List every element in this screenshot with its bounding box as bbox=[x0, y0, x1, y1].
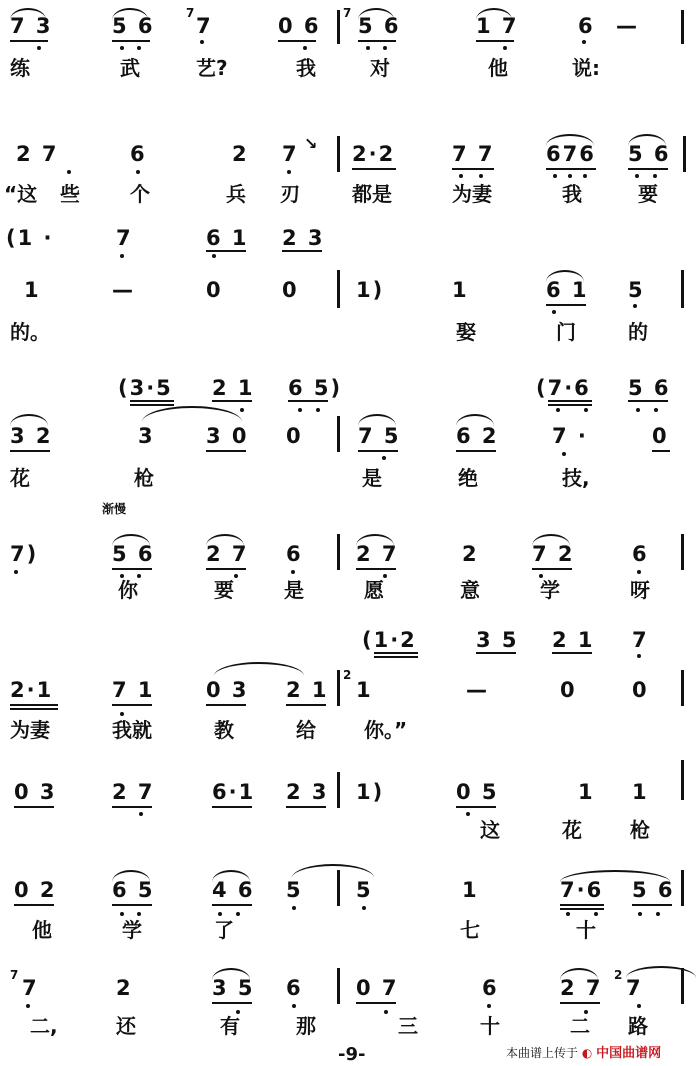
slur bbox=[142, 406, 242, 422]
note: 2 7 bbox=[560, 976, 603, 1000]
barline bbox=[337, 10, 340, 44]
beam bbox=[212, 1002, 252, 1004]
note: (1·2 bbox=[362, 628, 417, 652]
note: 1 bbox=[632, 780, 649, 804]
lyric: 艺? bbox=[196, 56, 228, 80]
lyric: 是 bbox=[284, 578, 304, 602]
slur bbox=[628, 134, 666, 146]
lyric: 了 bbox=[214, 918, 234, 942]
beam bbox=[356, 1002, 396, 1004]
dot bbox=[635, 174, 639, 178]
slur bbox=[560, 870, 670, 882]
dot bbox=[218, 912, 222, 916]
dot bbox=[653, 174, 657, 178]
dot bbox=[503, 46, 507, 50]
note: 5 6 bbox=[632, 878, 675, 902]
dot bbox=[382, 456, 386, 460]
slur bbox=[112, 870, 150, 882]
note: — bbox=[112, 278, 135, 302]
note: 2 1 bbox=[552, 628, 595, 652]
note: 2 bbox=[462, 542, 479, 566]
note: — bbox=[616, 14, 639, 38]
note: 5 6 bbox=[112, 14, 155, 38]
lyric: “这 bbox=[4, 182, 38, 206]
grace-note: 2 bbox=[343, 668, 352, 682]
slur bbox=[112, 8, 148, 20]
dot bbox=[316, 408, 320, 412]
note: 0 7 bbox=[356, 976, 399, 1000]
beam bbox=[374, 656, 418, 658]
barline bbox=[337, 270, 340, 308]
note: 3 5 bbox=[212, 976, 255, 1000]
note: 7 bbox=[196, 14, 213, 38]
note: 1) bbox=[356, 780, 385, 804]
note: 676 bbox=[546, 142, 596, 166]
note: 2 bbox=[232, 142, 249, 166]
lyric: 个 bbox=[130, 182, 150, 206]
lyric: 还 bbox=[116, 1014, 136, 1038]
dot bbox=[292, 906, 296, 910]
lyric: 兵 bbox=[226, 182, 246, 206]
dot bbox=[120, 46, 124, 50]
beam bbox=[10, 708, 58, 710]
note: 1 bbox=[578, 780, 595, 804]
lyric: 路 bbox=[628, 1014, 648, 1038]
note: 3 bbox=[138, 424, 155, 448]
barline bbox=[337, 968, 340, 1004]
note: 0 bbox=[560, 678, 577, 702]
slur bbox=[358, 8, 394, 20]
note: 4 6 bbox=[212, 878, 255, 902]
lyric: 给 bbox=[296, 718, 316, 742]
note: 7 bbox=[282, 142, 299, 166]
beam bbox=[560, 1002, 600, 1004]
slur bbox=[10, 414, 48, 426]
note: 1 bbox=[452, 278, 469, 302]
lyric: 要 bbox=[638, 182, 658, 206]
note: 7 bbox=[116, 226, 133, 250]
grace-note: 2 bbox=[614, 968, 623, 982]
dot bbox=[459, 174, 463, 178]
note: 6 bbox=[130, 142, 147, 166]
beam bbox=[352, 168, 396, 170]
barline bbox=[681, 270, 684, 308]
dot bbox=[654, 408, 658, 412]
dot bbox=[636, 408, 640, 412]
beam bbox=[552, 652, 592, 654]
note: 6·1 bbox=[212, 780, 256, 804]
dot bbox=[136, 170, 140, 174]
note: 5 6 bbox=[112, 542, 155, 566]
note: 7) bbox=[10, 542, 39, 566]
beam bbox=[212, 904, 252, 906]
note: 0 3 bbox=[14, 780, 57, 804]
note: 5 6 bbox=[358, 14, 401, 38]
note: 7 · bbox=[552, 424, 588, 448]
beam bbox=[282, 250, 322, 252]
beam bbox=[546, 168, 596, 170]
beam bbox=[532, 568, 572, 570]
site-name[interactable]: 中国曲谱网 bbox=[596, 1046, 662, 1061]
slur bbox=[358, 414, 396, 426]
barline bbox=[683, 136, 686, 172]
beam bbox=[628, 400, 668, 402]
dot bbox=[638, 912, 642, 916]
beam bbox=[286, 704, 326, 706]
slur bbox=[456, 414, 494, 426]
lyric: 教 bbox=[214, 718, 234, 742]
dot bbox=[236, 912, 240, 916]
beam bbox=[14, 806, 54, 808]
note: 1 bbox=[356, 678, 373, 702]
beam bbox=[456, 450, 496, 452]
note: 7 7 bbox=[452, 142, 495, 166]
upload-text: 本曲谱上传于 bbox=[506, 1046, 579, 1060]
lyric: 刃 bbox=[280, 182, 300, 206]
barline bbox=[337, 772, 340, 808]
lyric: 武 bbox=[120, 56, 140, 80]
lyric: 学 bbox=[540, 578, 560, 602]
dot bbox=[200, 40, 204, 44]
beam bbox=[112, 904, 152, 906]
tempo-marking: 渐慢 bbox=[102, 502, 127, 516]
beam bbox=[10, 450, 50, 452]
slur bbox=[212, 870, 250, 882]
beam bbox=[548, 400, 592, 402]
lyric: 为妻 bbox=[10, 718, 50, 742]
lyric: 这 bbox=[480, 818, 500, 842]
lyric: 二 bbox=[570, 1014, 590, 1038]
lyric: 我 bbox=[296, 56, 316, 80]
note: 6 bbox=[286, 976, 303, 1000]
dot bbox=[566, 912, 570, 916]
slur bbox=[546, 270, 584, 282]
note: 2 bbox=[116, 976, 133, 1000]
dot bbox=[303, 46, 307, 50]
beam bbox=[286, 806, 326, 808]
note: 0 5 bbox=[456, 780, 499, 804]
lyric: 练 bbox=[10, 56, 30, 80]
lyric: 对 bbox=[370, 56, 390, 80]
lyric: 是 bbox=[362, 466, 382, 490]
lyric: 他 bbox=[488, 56, 508, 80]
lyric: 七 bbox=[460, 918, 480, 942]
note: 1 7 bbox=[476, 14, 519, 38]
dot bbox=[366, 46, 370, 50]
slur bbox=[476, 8, 512, 20]
note: 6 bbox=[632, 542, 649, 566]
beam bbox=[560, 904, 604, 906]
dot bbox=[584, 408, 588, 412]
barline bbox=[681, 870, 684, 906]
lyric: 门 bbox=[556, 320, 576, 344]
lyric: 都是 bbox=[352, 182, 392, 206]
note: 5 bbox=[286, 878, 303, 902]
note: 1 bbox=[24, 278, 41, 302]
beam bbox=[206, 450, 246, 452]
dot bbox=[137, 912, 141, 916]
slur bbox=[214, 662, 304, 676]
dot bbox=[594, 912, 598, 916]
slur bbox=[356, 534, 394, 546]
note: 7 bbox=[626, 976, 643, 1000]
dot bbox=[120, 712, 124, 716]
lyric: 枪 bbox=[630, 818, 650, 842]
beam bbox=[14, 904, 54, 906]
beam bbox=[112, 704, 152, 706]
page-number: -9- bbox=[338, 1044, 366, 1065]
beam bbox=[206, 250, 246, 252]
beam bbox=[548, 404, 592, 406]
dot bbox=[212, 254, 216, 258]
beam bbox=[560, 908, 604, 910]
note: 7 3 bbox=[10, 14, 53, 38]
dot bbox=[139, 812, 143, 816]
dot bbox=[384, 1010, 388, 1014]
lyric: 意 bbox=[460, 578, 480, 602]
lyric: 枪 bbox=[134, 466, 154, 490]
barline bbox=[337, 534, 340, 570]
note: 7 bbox=[22, 976, 39, 1000]
dot bbox=[487, 1004, 491, 1008]
beam bbox=[652, 450, 670, 452]
note: 1) bbox=[356, 278, 385, 302]
note: 1 bbox=[462, 878, 479, 902]
beam bbox=[278, 40, 316, 42]
note: 6 1 bbox=[206, 226, 249, 250]
dot bbox=[582, 40, 586, 44]
lyric: 娶 bbox=[456, 320, 476, 344]
dot bbox=[14, 570, 18, 574]
grace-note: 7 bbox=[343, 6, 352, 20]
note: (3·5 bbox=[118, 376, 173, 400]
grace-note: 7 bbox=[10, 968, 19, 982]
beam bbox=[212, 400, 252, 402]
note: 6 2 bbox=[456, 424, 499, 448]
lyric: 呀 bbox=[630, 578, 650, 602]
dot bbox=[562, 452, 566, 456]
lyric: 要 bbox=[214, 578, 234, 602]
lyric: 十 bbox=[480, 1014, 500, 1038]
beam bbox=[632, 904, 672, 906]
note: 0 bbox=[632, 678, 649, 702]
lyric: 技, bbox=[562, 466, 590, 490]
note: 5 6 bbox=[628, 376, 671, 400]
note: 0 bbox=[206, 278, 223, 302]
dot bbox=[292, 1004, 296, 1008]
slur bbox=[546, 134, 594, 146]
note: 2 1 bbox=[286, 678, 329, 702]
note: 2·1 bbox=[10, 678, 54, 702]
lyric: 你 bbox=[118, 578, 138, 602]
note: 0 6 bbox=[278, 14, 321, 38]
note: (7·6 bbox=[536, 376, 591, 400]
note: 0 bbox=[286, 424, 303, 448]
note: 0 bbox=[282, 278, 299, 302]
beam bbox=[130, 404, 174, 406]
beam bbox=[356, 568, 396, 570]
beam bbox=[476, 40, 514, 42]
lyric: 的 bbox=[628, 320, 648, 344]
slur bbox=[560, 968, 598, 980]
arrow-icon: ↘ bbox=[304, 134, 318, 153]
note: 0 2 bbox=[14, 878, 57, 902]
barline bbox=[681, 10, 684, 44]
slur bbox=[626, 966, 696, 978]
note: — bbox=[466, 678, 489, 702]
dot bbox=[556, 408, 560, 412]
beam bbox=[206, 704, 246, 706]
note: 3 0 bbox=[206, 424, 249, 448]
lyric: 学 bbox=[122, 918, 142, 942]
lyric: 为妻 bbox=[452, 182, 492, 206]
note: 3 5 bbox=[476, 628, 519, 652]
dot bbox=[552, 310, 556, 314]
lyric: 你。” bbox=[364, 718, 408, 742]
beam bbox=[358, 40, 396, 42]
lyric: 十 bbox=[576, 918, 596, 942]
slur bbox=[212, 968, 250, 980]
note: (1 · bbox=[6, 226, 54, 250]
beam bbox=[130, 400, 174, 402]
dot bbox=[120, 254, 124, 258]
barline bbox=[681, 760, 684, 800]
dot bbox=[137, 46, 141, 50]
dot bbox=[383, 46, 387, 50]
barline bbox=[337, 416, 340, 452]
lyric: 绝 bbox=[458, 466, 478, 490]
beam bbox=[374, 652, 418, 654]
note: 6 1 bbox=[546, 278, 589, 302]
note: 3 2 bbox=[10, 424, 53, 448]
dot bbox=[637, 654, 641, 658]
note: 5 bbox=[356, 878, 373, 902]
beam bbox=[10, 40, 48, 42]
grace-note: 7 bbox=[186, 6, 195, 20]
beam bbox=[476, 652, 516, 654]
dot bbox=[568, 174, 572, 178]
note: 7 bbox=[632, 628, 649, 652]
lyric: 的。 bbox=[10, 320, 50, 344]
dot bbox=[234, 574, 238, 578]
lyric: 花 bbox=[10, 466, 30, 490]
slur bbox=[292, 864, 374, 878]
beam bbox=[206, 568, 246, 570]
note: 7 2 bbox=[532, 542, 575, 566]
dot bbox=[656, 912, 660, 916]
lyric: 说: bbox=[572, 56, 600, 80]
note: 5 bbox=[628, 278, 645, 302]
lyric: 我 bbox=[562, 182, 582, 206]
beam bbox=[288, 400, 328, 402]
note: 2 3 bbox=[282, 226, 325, 250]
note: 2 7 bbox=[16, 142, 59, 166]
dot bbox=[26, 1004, 30, 1008]
slur bbox=[532, 534, 570, 546]
lyric: 愿 bbox=[364, 578, 384, 602]
dot bbox=[479, 174, 483, 178]
dot bbox=[466, 812, 470, 816]
beam bbox=[546, 304, 586, 306]
dot bbox=[362, 906, 366, 910]
beam bbox=[358, 450, 398, 452]
note: 2 7 bbox=[112, 780, 155, 804]
note: 2 7 bbox=[356, 542, 399, 566]
slur bbox=[10, 8, 46, 20]
lyric: 二, bbox=[30, 1014, 58, 1038]
dot bbox=[637, 1004, 641, 1008]
slur bbox=[206, 534, 244, 546]
barline bbox=[681, 534, 684, 570]
beam bbox=[112, 568, 152, 570]
note: 6 bbox=[482, 976, 499, 1000]
note: 2 7 bbox=[206, 542, 249, 566]
barline bbox=[337, 670, 340, 706]
barline bbox=[681, 670, 684, 706]
note: 7 5 bbox=[358, 424, 401, 448]
note: 5 6 bbox=[628, 142, 671, 166]
dot bbox=[67, 170, 71, 174]
dot bbox=[633, 304, 637, 308]
note: 0 3 bbox=[206, 678, 249, 702]
dot bbox=[120, 912, 124, 916]
note: 2 1 bbox=[212, 376, 255, 400]
lyric: 有 bbox=[220, 1014, 240, 1038]
beam bbox=[112, 40, 150, 42]
barline bbox=[337, 136, 340, 172]
beam bbox=[112, 806, 152, 808]
dot bbox=[298, 408, 302, 412]
dot bbox=[637, 570, 641, 574]
beam bbox=[10, 704, 58, 706]
note: 6 5) bbox=[288, 376, 343, 400]
note: 0 bbox=[652, 424, 669, 448]
lyric: 花 bbox=[562, 818, 582, 842]
note: 6 bbox=[578, 14, 595, 38]
site-credit bbox=[506, 1042, 661, 1061]
dot bbox=[583, 174, 587, 178]
note: 7 1 bbox=[112, 678, 155, 702]
slur bbox=[112, 534, 150, 546]
dot bbox=[291, 570, 295, 574]
beam bbox=[212, 806, 252, 808]
note: 6 5 bbox=[112, 878, 155, 902]
note: 7·6 bbox=[560, 878, 604, 902]
note: 2 3 bbox=[286, 780, 329, 804]
dot bbox=[553, 174, 557, 178]
lyric: 我就 bbox=[112, 718, 152, 742]
dot bbox=[37, 46, 41, 50]
lyric: 那 bbox=[296, 1014, 316, 1038]
note: 6 bbox=[286, 542, 303, 566]
beam bbox=[452, 168, 494, 170]
beam bbox=[456, 806, 496, 808]
note: 2·2 bbox=[352, 142, 396, 166]
lyric: 他 bbox=[32, 918, 52, 942]
beam bbox=[628, 168, 668, 170]
site-logo-icon: ◐ bbox=[581, 1046, 593, 1060]
lyric: 三 bbox=[398, 1014, 418, 1038]
lyric: 些 bbox=[60, 182, 80, 206]
dot bbox=[240, 408, 244, 412]
dot bbox=[287, 170, 291, 174]
